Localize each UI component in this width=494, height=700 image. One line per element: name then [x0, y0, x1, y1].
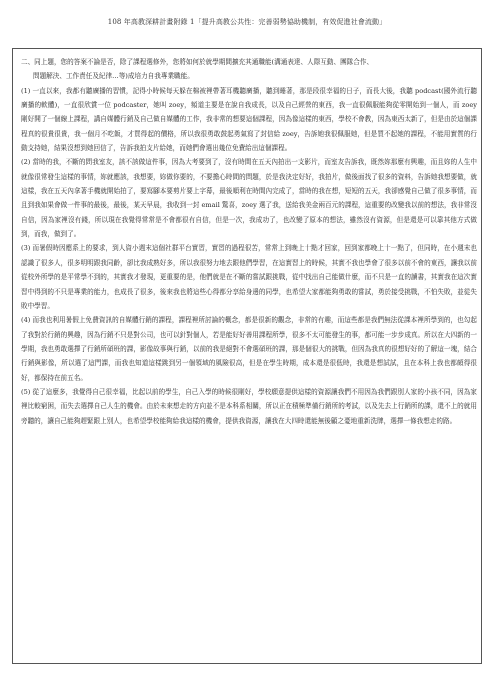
paragraph-1: (1) 一直以來，我都有聽廣播的習慣，記得小時候每天躲在棉被裡帶著耳機聽廣播，聽到睡著，那是段很幸福的日子，而長大後，我聽 podcast(國外流行聽廣播的軟體)，一直很欣賞一位 podcaster，她叫 zoey，頻道主要是在說自我成長，以及自己經營的東西，我一直很佩服能夠從零開始到一個人，而 zoey 剛好開了一個線上課程，講自媒體行銷及自己做自媒體的工作，我非常的想要這個課程，因為像這樣的東西，學校不會教，因為東西太新了，但是由於這個課程真的很貴很貴，我一個月不吃飯，才買得起的價格，所以我很勇敢鼓起勇氣寫了封信給 zoey，告訴她我很佩服她，但是買不起她的課程，不能用實質的行動支持她，結果沒想到她回信了，告訴我拍支片給她，而她們會選出幾位免費給出這個課程。: [21, 86, 477, 153]
answer-content: [21, 55, 477, 428]
question-line-2: 問題解決、工作責任及紀律…等)成培力自我專業職能。: [33, 72, 194, 81]
paragraph-2: (2) 當時的我，不斷的問我室友，該不該做這件事，因為大考要到了，沒有時間在五天內拍出一支影片，而室友告訴我，既然妳那麼有興趣，而且妳的人生中就像很常發生這樣的事情，妳就應該，我想要，妳做你要的，不要擔心時間的問題，於是我決定好好，我拍片，做後面找了很多的資料，告訴她我想要做，就這樣，我在五天內拿著手機就開始拍了，要寫腳本要剪片要上字幕，最後順利在時間內完成了，當時的我在想，短短的五天，我卻感覺自己做了很多事情，而且到我如果會做一件事的最後，最後，某天早晨，我收到一封 email 驚喜，zoey 選了我，送給我美金兩百元的課程，這重要的改變我以前的想法，我非常沒自信，因為家裡沒有錢，所以現在我覺得常常是不會都很有自信，但是一次，我成功了，也改變了原本的想法，雖然沒有資源，但是還是可以靠其他方式做到，而我，做到了。: [21, 158, 477, 239]
document-header: 108 年高教深耕計畫附錄 1「提升高教公共性：完善弱勢協助機制，有效促進社會流動」: [107, 18, 387, 26]
paragraph-3: (3) 而暑假時因應系上的要求，到人資小週末這個社群平台實習，實習的過程很苦，常常上到晚上十點才回家，回到家都晚上十一點了，但同時，在小週末也認識了很多人，很多明明跟我同齡，卻比我成熟好多，所以我很努力地去跟他們學習，在這實習上的時候，其實不我也學會了很多以前不會的東西，讓我以前從校外所學的是平常學不到的，其實我才發現，更重要的是，他們就是在不斷的嘗試跟挑戰，從中找出自己能做什麼，而不只是一直的讀書，其實我在這次實習中得到的不只是專業的能力，也成長了很多，後來我也將這些心得都分享給身邊的同學，也希望大家都能夠勇敢的嘗試，勇於接受挑戰，不怕失敗，並從失敗中學習。: [21, 244, 477, 310]
question-line-1: 二、同上題，您的答案不論是否，除了課程選修外，您將如何於就學期間擴充其通職能(溝通表達、人際互動、團隊合作、: [21, 58, 374, 66]
paragraph-4: (4) 而我也利用暑假上免費資訊的自媒體行銷的課程，課程裡所討論的概念，都是很新的觀念，非常的有趣，而這些都是我們無法從課本裡所學到的，也勾起了我對於行銷的興趣，因為行銷不只是對公司，也可以針對個人，若是能好好善用課程所學，很多不太可能發生的事，都可能一步步成真。所以在大四新的一學期，我也勇敢選擇了行銷所碩班的課，影像故事與行銷，以前的我是絕對不會選碩班的課，那是個很大的挑戰，但因為我真的很想好好的了解這一塊，結合行銷與影像，所以選了這門課，而我也知道這樣跳到另一個領域的風險很高，但是在學生時期，成本還是很低時，我還是想試試，且在本科上我也都頗得很好，都保持在前五名。: [21, 316, 477, 382]
paragraph-5: (5) 從了這麼多，我覺得自己很幸福，比起以前的學生，自己入學的時候很剛好，學校願意提供這樣的資源讓我們不用因為我們跟別人家的小孩不同，因為家裡比較窮困，而失去選擇自己人生的機會。由於未來想走的方向並不是本科系相關，所以正在積極準備行銷所的考試，以及先去上行銷所的課，還不上的就用旁聽的，讓自己能夠趕緊跟上別人，也希望學校能夠給我這樣的機會，提供我資源，讓我在大四時還能無後顧之憂地重新洗牌，選擇一條我想走的路。: [21, 387, 477, 425]
